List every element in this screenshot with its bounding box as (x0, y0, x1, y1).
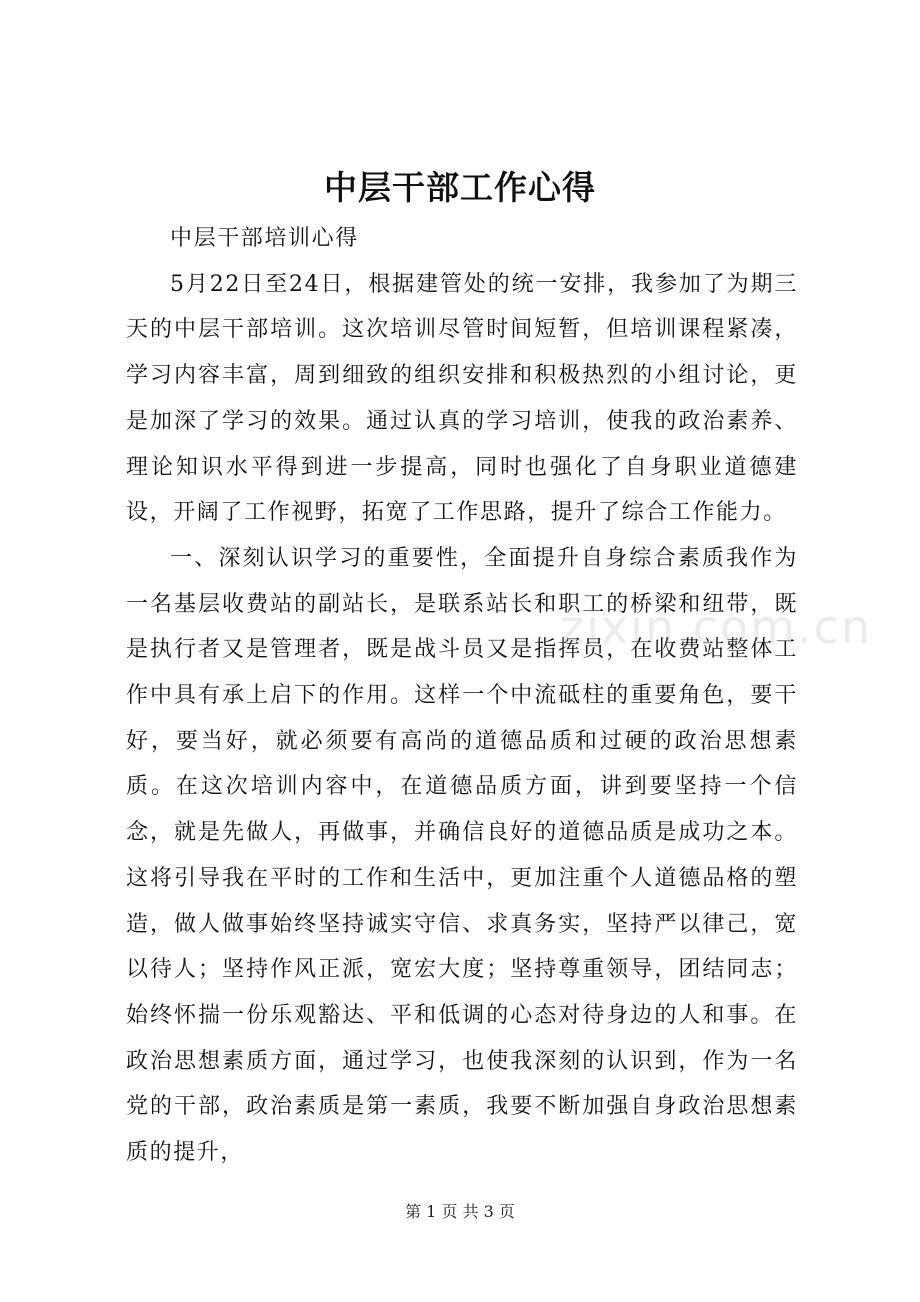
document-body (126, 216, 798, 1176)
paragraph-intro: 5月22日至24日，根据建管处的统一安排，我参加了为期三天的中层干部培训。这次培训尽管时间短暂，但培训课程紧凑，学习内容丰富，周到细致的组织安排和积极热烈的小组讨论，更是加深了学习的效果。通过认真的学习培训，使我的政治素养、理论知识水平得到进一步提高，同时也强化了自身职业道德建设，开阔了工作视野，拓宽了工作思路，提升了综合工作能力。 (126, 271, 798, 526)
document-title: 中层干部工作心得 (324, 168, 596, 207)
page-footer: 第 1 页 共 3 页 (405, 1202, 515, 1221)
paragraph-subtitle: 中层干部培训心得 (170, 226, 359, 251)
paragraph-section-one: 一、深刻认识学习的重要性，全面提升自身综合素质我作为一名基层收费站的副站长，是联系站长和职工的桥梁和纽带，既是执行者又是管理者，既是战斗员又是指挥员，在收费站整体工作中具有承上启下的作用。这样一个中流砥柱的重要角色，要干好，要当好，就必须要有高尚的道德品质和过硬的政治思想素质。在这次培训内容中，在道德品质方面，讲到要坚持一个信念，就是先做人，再做事，并确信良好的道德品质是成功之本。这将引导我在平时的工作和生活中，更加注重个人道德品格的塑造，做人做事始终坚持诚实守信、求真务实，坚持严以律己，宽以待人；坚持作风正派，宽宏大度；坚持尊重领导，团结同志；始终怀揣一份乐观豁达、平和低调的心态对待身边的人和事。在政治思想素质方面，通过学习，也使我深刻的认识到，作为一名党的干部，政治素质是第一素质，我要不断加强自身政治思想素质的提升， (126, 545, 798, 1166)
watermark: zixin.com.cn (560, 600, 873, 654)
